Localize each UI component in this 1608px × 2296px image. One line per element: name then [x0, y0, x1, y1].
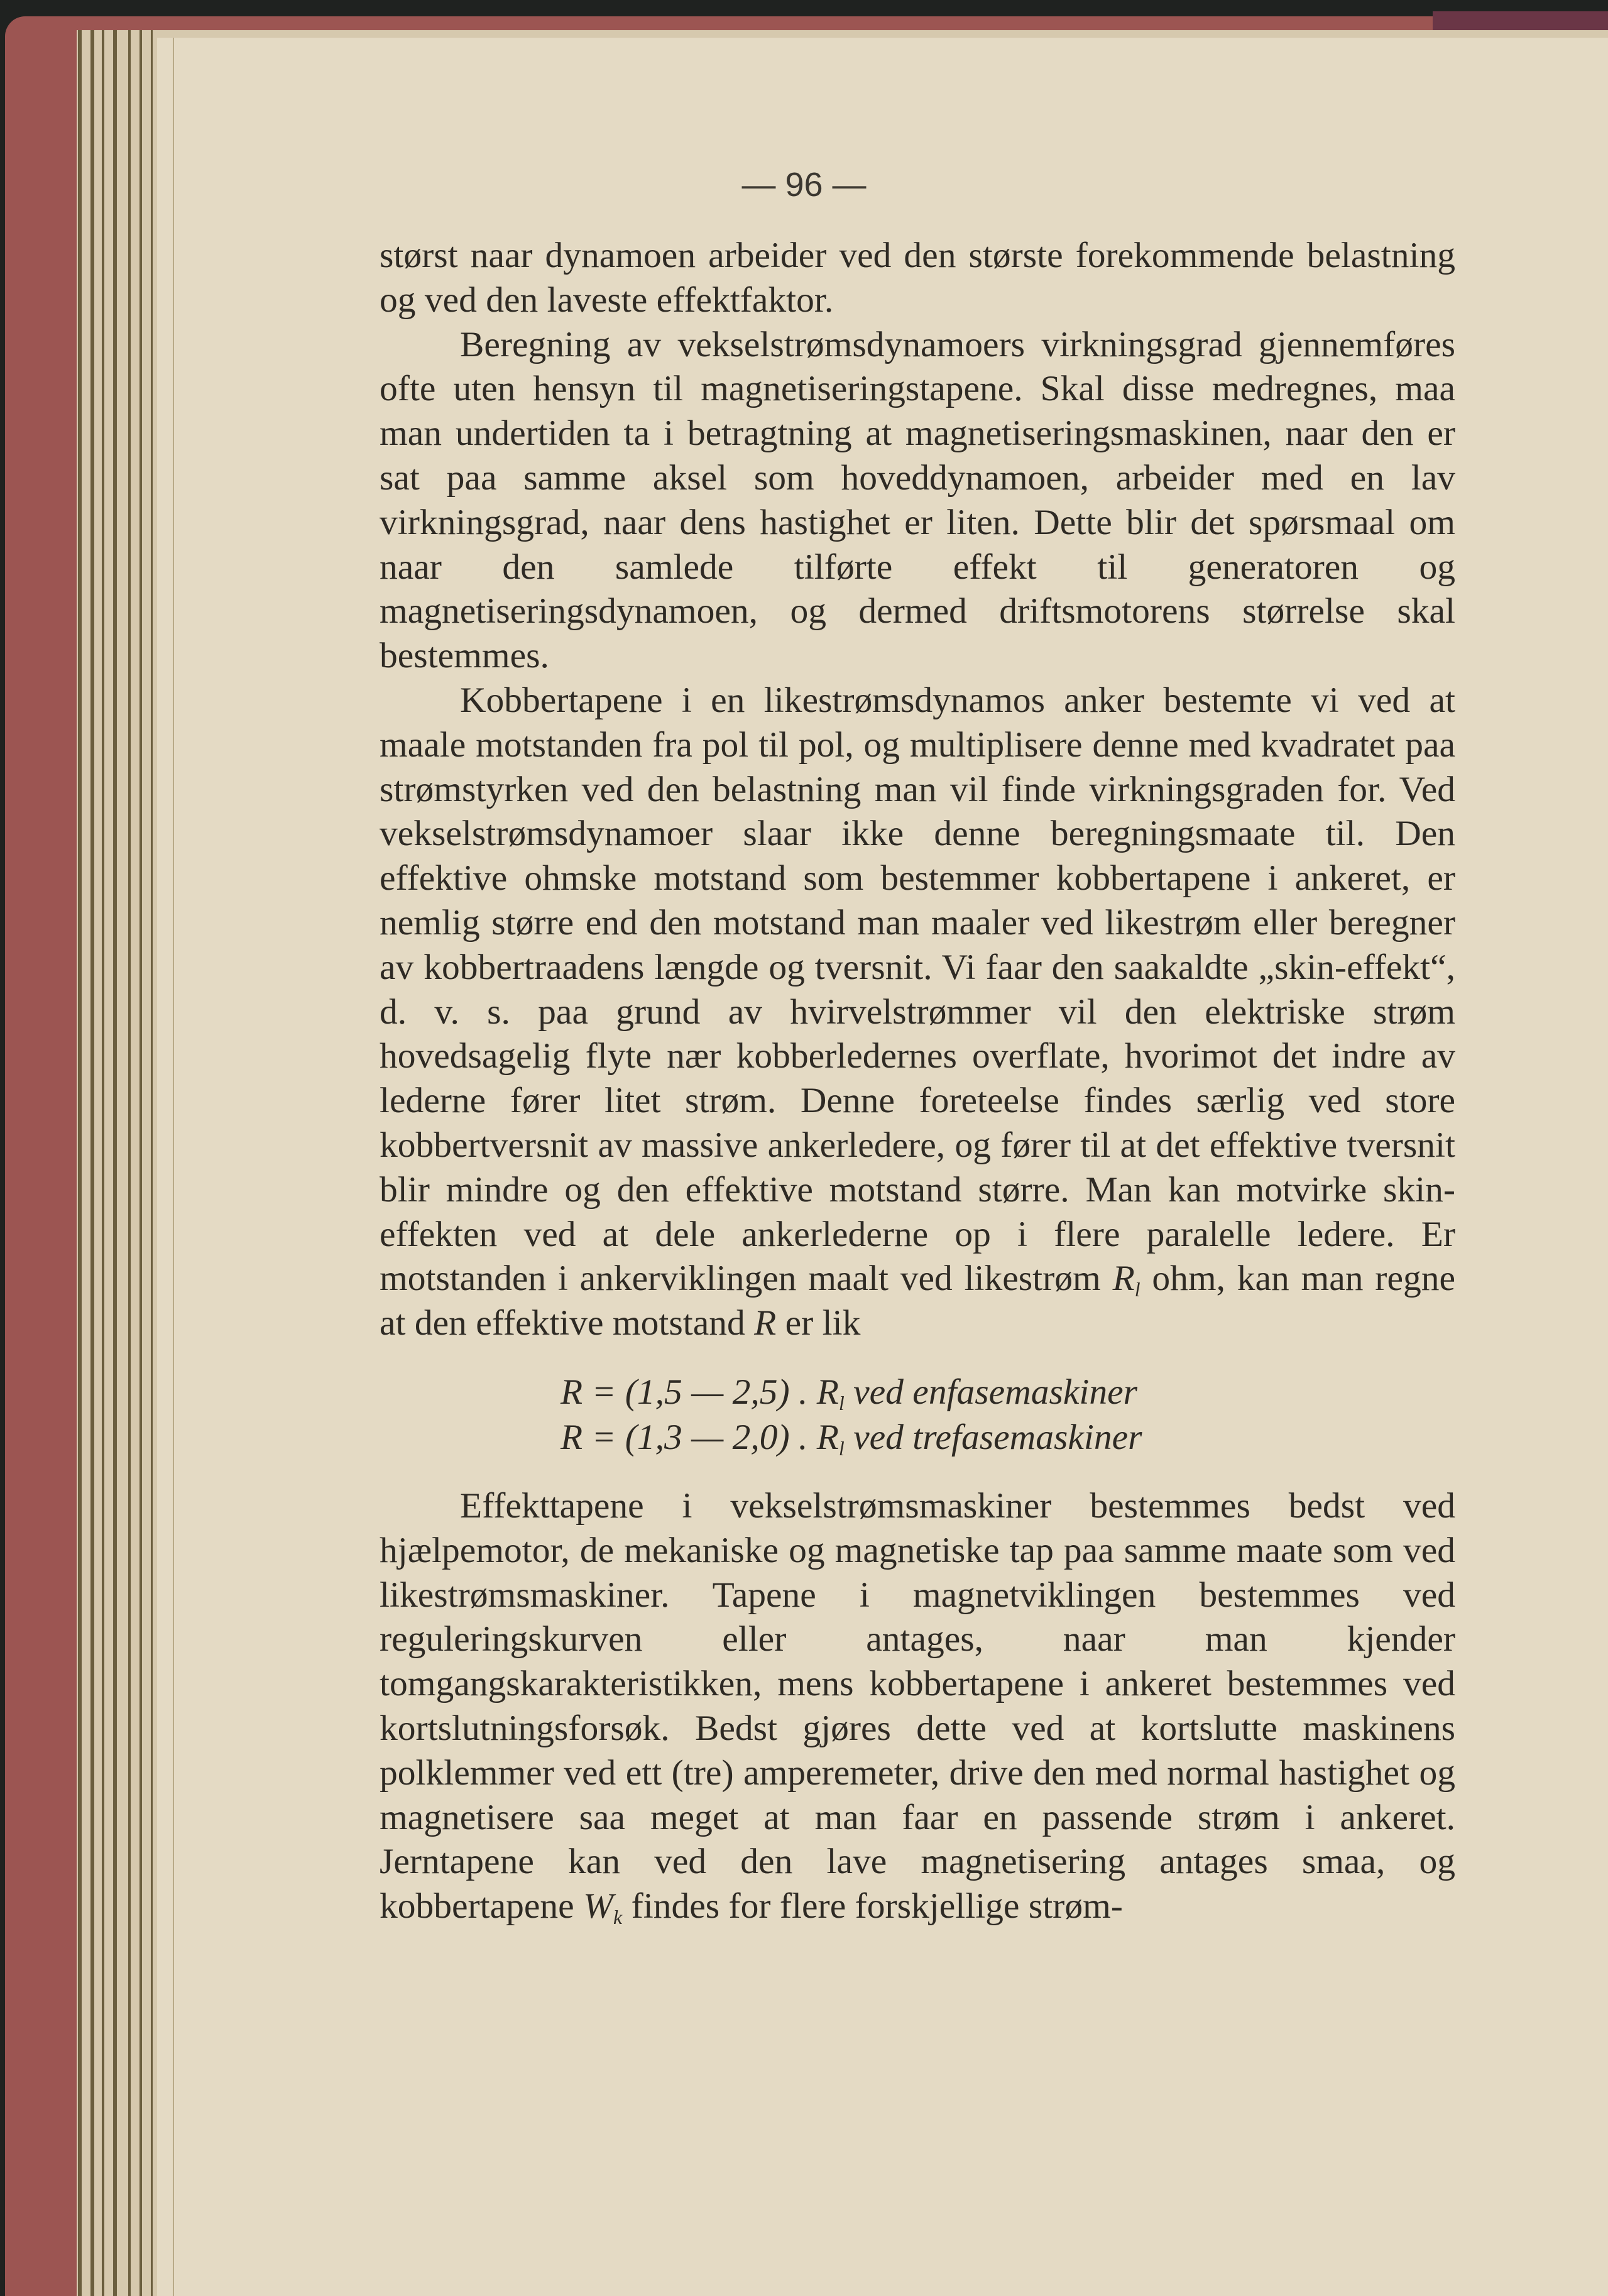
formula-factor: R — [816, 1417, 839, 1457]
variable-subscript: l — [1134, 1278, 1140, 1301]
formula-factor: R — [816, 1372, 839, 1412]
page-edge-line — [128, 30, 131, 2296]
paragraph-text: ohm, kan man regne at den effektive motstand — [380, 1259, 1455, 1343]
formula-dot: . — [799, 1417, 808, 1457]
formula-label: ved trefasemaskiner — [853, 1417, 1142, 1457]
variable-w: W — [583, 1886, 613, 1927]
formula-subscript: l — [838, 1391, 845, 1414]
formula-line — [561, 1370, 1455, 1415]
variable-r: R — [1112, 1259, 1135, 1299]
variable-subscript: k — [613, 1906, 623, 1929]
formula-subscript: l — [838, 1436, 845, 1460]
formula-range: (1,5 — 2,5) — [625, 1372, 790, 1412]
formula-dot: . — [799, 1372, 808, 1412]
variable-r: R — [754, 1303, 777, 1343]
page-edge-line — [90, 30, 94, 2296]
page-body — [380, 234, 1455, 1929]
formula-equals: = — [591, 1417, 616, 1457]
page-edge-line — [102, 30, 104, 2296]
formula-label: ved enfasemaskiner — [853, 1372, 1137, 1412]
paragraph — [380, 679, 1455, 1346]
paragraph-text: er lik — [785, 1303, 861, 1343]
formula-lhs: R — [561, 1372, 583, 1412]
paragraph: Beregning av vekselstrømsdynamoers virkningsgrad gjennemføres ofte uten hensyn til magnetiseringstapene. Skal disse medregnes, maa man undertiden ta i betragtning at magnetiseringsmaskinen, naar den er sat paa samme aksel som hoveddynamoen, arbeider med en lav virkningsgrad, naar dens hastighet er liten. Dette blir det spørsmaal om naar den samlede tilførte effekt til generatoren og magnetiseringsdynamoen, og dermed driftsmotorens størrelse skal bestemmes. — [380, 324, 1455, 676]
formula-range: (1,3 — 2,0) — [625, 1417, 790, 1457]
paragraph-text: Effekttapene i vekselstrømsmaskiner bestemmes bedst ved hjælpemotor, de mekaniske og magnetiske tap paa samme maate som ved likestrømsmaskiner. Tapene i magnetviklingen bestemmes ved reguleringskurven eller antages, naar man kjender tomgangskarakteristikken, mens kobbertapene i ankeret bestemmes ved kortslutningsforsøk. Bedst gjøres dette ved at kortslutte maskinens polklemmer ved ett (tre) amperemeter, drive den med normal hastighet og magnetisere saa meget at man faar en passende strøm i ankeret. Jerntapene kan ved den lave magnetisering antages smaa, og kobbertapene — [380, 1485, 1455, 1927]
page-edge-line — [78, 30, 82, 2296]
formula-block — [561, 1370, 1455, 1460]
formula-equals: = — [591, 1372, 616, 1412]
paragraph: størst naar dynamoen arbeider ved den største forekommende belastning og ved den laveste effektfaktor. — [380, 236, 1455, 320]
page-gutter-line — [173, 38, 174, 2296]
page-edge-line — [151, 30, 153, 2296]
paragraph-text: findes for flere forskjellige strøm- — [631, 1886, 1123, 1927]
formula-lhs: R — [561, 1417, 583, 1457]
formula-line — [561, 1415, 1455, 1460]
paragraph — [380, 1484, 1455, 1929]
paragraph-text: Kobbertapene i en likestrømsdynamos anker bestemte vi ved at maale motstanden fra pol til pol, og multiplisere denne med kvadratet paa strømstyrken ved den belastning man vil finde virkningsgraden for. Ved vekselstrømsdynamoer slaar ikke denne beregningsmaate til. Den effektive ohmske motstand som bestemmer kobbertapene i ankeret, er nemlig større end den motstand man maaler ved likestrøm eller beregner av kobbertraadens længde og tversnit. Vi faar den saakaldte „skin-effekt“, d. v. s. paa grund av hvirvelstrømmer vil den elektriske strøm hovedsagelig flyte nær kobberledernes overflate, hvorimot det indre av lederne fører litet strøm. Denne foreteelse findes særlig ved store kobbertversnit av massive ankerledere, og fører til at det effektive tversnit blir mindre og den effektive motstand større. Man kan motvirke skin-effekten ved at dele ankerlederne op i flere paralelle ledere. Er motstanden i ankerviklingen maalt ved likestrøm — [380, 680, 1455, 1299]
page-edge-line — [113, 30, 117, 2296]
page-number: — 96 — — [741, 166, 867, 204]
page-edge-line — [139, 30, 142, 2296]
